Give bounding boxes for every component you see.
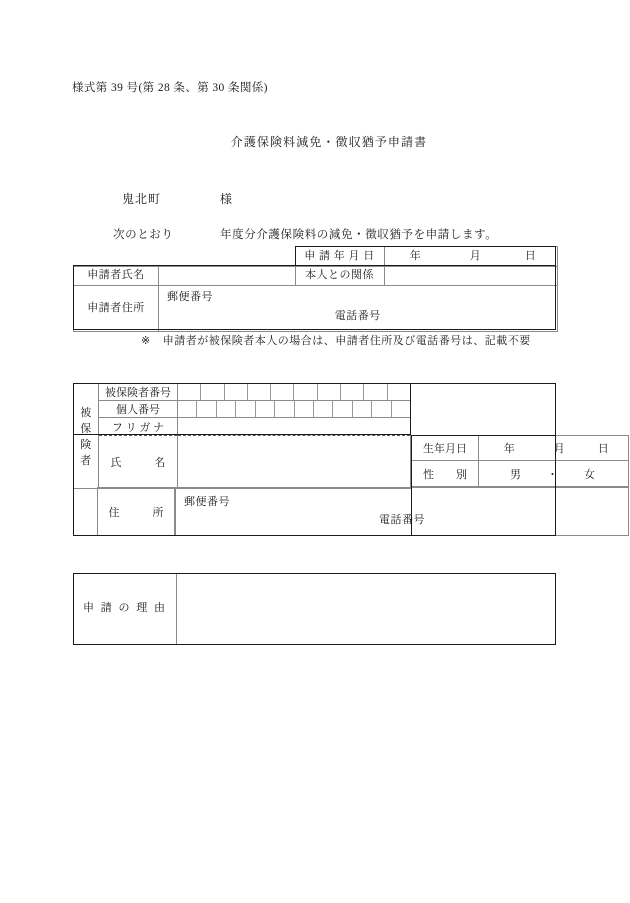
insured-number-digit-box[interactable] — [364, 384, 387, 400]
personal-number-label: 個人番号 — [99, 401, 178, 418]
furigana-field[interactable] — [178, 418, 411, 436]
insured-number-digit-box[interactable] — [341, 384, 364, 400]
date-year-label: 年 — [409, 249, 422, 262]
note-text: 申請者が被保険者本人の場合は、申請者住所及び電話番号は、記載不要 — [162, 335, 531, 347]
side-label-char: 保 — [80, 423, 92, 435]
addressee-town: 鬼北町 — [122, 192, 162, 206]
form-code: 様式第 39 号(第 28 条、第 30 条関係) — [72, 82, 268, 94]
table-row — [74, 247, 558, 267]
intro-body: 年度分介護保険料の減免・徴収猶予を申請します。 — [220, 229, 498, 241]
table-row — [74, 574, 556, 645]
sex-value[interactable] — [479, 461, 629, 487]
insured-number-digit-box[interactable] — [225, 384, 248, 400]
insured-right-block — [411, 435, 629, 487]
insured-side-label — [74, 384, 99, 489]
reason-table — [73, 573, 556, 645]
side-label-char: 被 — [80, 407, 92, 419]
personal-number-digit-box[interactable] — [275, 401, 294, 417]
sex-label: 性 別 — [412, 461, 479, 487]
insured-address-label: 住 所 — [97, 487, 175, 536]
personal-number-boxes[interactable] — [178, 401, 411, 418]
date-month-label: 月 — [469, 249, 482, 262]
reason-field[interactable] — [177, 574, 556, 645]
insured-number-digit-box[interactable] — [248, 384, 271, 400]
applicant-table — [73, 246, 558, 332]
postal-code-label: 郵便番号 — [167, 291, 213, 303]
side-label-char: 険 — [80, 439, 92, 451]
personal-number-digit-box[interactable] — [236, 401, 255, 417]
sex-option-male[interactable]: 男 — [510, 468, 523, 481]
personal-number-digit-box[interactable] — [372, 401, 391, 417]
personal-number-digit-box[interactable] — [314, 401, 333, 417]
table-row — [74, 267, 558, 286]
furigana-label: フ リ ガ ナ — [99, 418, 178, 436]
application-date-label: 申 請 年 月 日 — [295, 247, 384, 267]
personal-number-digit-box[interactable] — [197, 401, 216, 417]
intro-lead: 次のとおり — [113, 229, 174, 241]
insured-number-digit-box[interactable] — [201, 384, 224, 400]
insured-number-boxes[interactable] — [178, 384, 411, 401]
personal-number-digit-box[interactable] — [353, 401, 372, 417]
addressee-honorific: 様 — [220, 192, 234, 206]
table-row — [74, 418, 411, 436]
applicant-address-label: 申請者住所 — [74, 286, 159, 332]
spacer-cell — [159, 247, 296, 267]
insured-number-digit-box[interactable] — [271, 384, 294, 400]
table-row — [74, 436, 411, 489]
intro-line — [113, 226, 497, 242]
insured-name-label: 氏 名 — [99, 436, 178, 489]
table-row — [74, 286, 558, 332]
applicant-name-label: 申請者氏名 — [74, 267, 159, 286]
insured-person-table — [73, 383, 610, 536]
page-title: 介護保険料減免・徴収猶予申請書 — [230, 135, 428, 149]
personal-number-digit-box[interactable] — [217, 401, 236, 417]
insured-number-digit-box[interactable] — [294, 384, 317, 400]
personal-number-digit-box[interactable] — [295, 401, 314, 417]
addressee-line — [122, 190, 233, 207]
table-row — [74, 401, 411, 418]
telephone-label: 電話番号 — [379, 514, 425, 526]
application-date-value[interactable] — [384, 247, 557, 267]
personal-number-digit-box[interactable] — [392, 401, 410, 417]
note-line — [141, 332, 531, 348]
date-day-label: 日 — [524, 249, 537, 262]
birthdate-label: 生年月日 — [412, 436, 479, 461]
sex-separator: ・ — [547, 468, 560, 481]
personal-number-digit-box[interactable] — [256, 401, 275, 417]
side-label-char: 者 — [80, 455, 92, 467]
insured-number-digit-box[interactable] — [178, 384, 201, 400]
applicant-address-field[interactable] — [159, 286, 558, 332]
birth-year-label: 年 — [503, 443, 516, 455]
table-row — [412, 436, 629, 461]
birth-day-label: 日 — [597, 443, 610, 455]
relation-field[interactable] — [384, 267, 557, 286]
postal-code-label: 郵便番号 — [184, 496, 230, 508]
telephone-label: 電話番号 — [334, 310, 381, 323]
personal-number-digit-box[interactable] — [178, 401, 197, 417]
spacer-cell — [74, 247, 159, 267]
insured-name-field[interactable] — [178, 436, 411, 489]
birthdate-value[interactable] — [479, 436, 629, 461]
table-row — [74, 384, 411, 401]
reason-label: 申 請 の 理 由 — [74, 574, 177, 645]
birth-month-label: 月 — [553, 443, 566, 455]
relation-label: 本人との関係 — [295, 267, 384, 286]
table-row — [412, 461, 629, 487]
note-mark: ※ — [141, 335, 151, 347]
insured-number-digit-box[interactable] — [318, 384, 341, 400]
insured-address-field[interactable] — [175, 487, 629, 536]
insured-number-digit-box[interactable] — [388, 384, 410, 400]
insured-left-block — [73, 383, 411, 489]
applicant-name-field[interactable] — [159, 267, 296, 286]
sex-option-female[interactable]: 女 — [584, 468, 597, 481]
insured-number-label: 被保険者番号 — [99, 384, 178, 401]
personal-number-digit-box[interactable] — [333, 401, 352, 417]
